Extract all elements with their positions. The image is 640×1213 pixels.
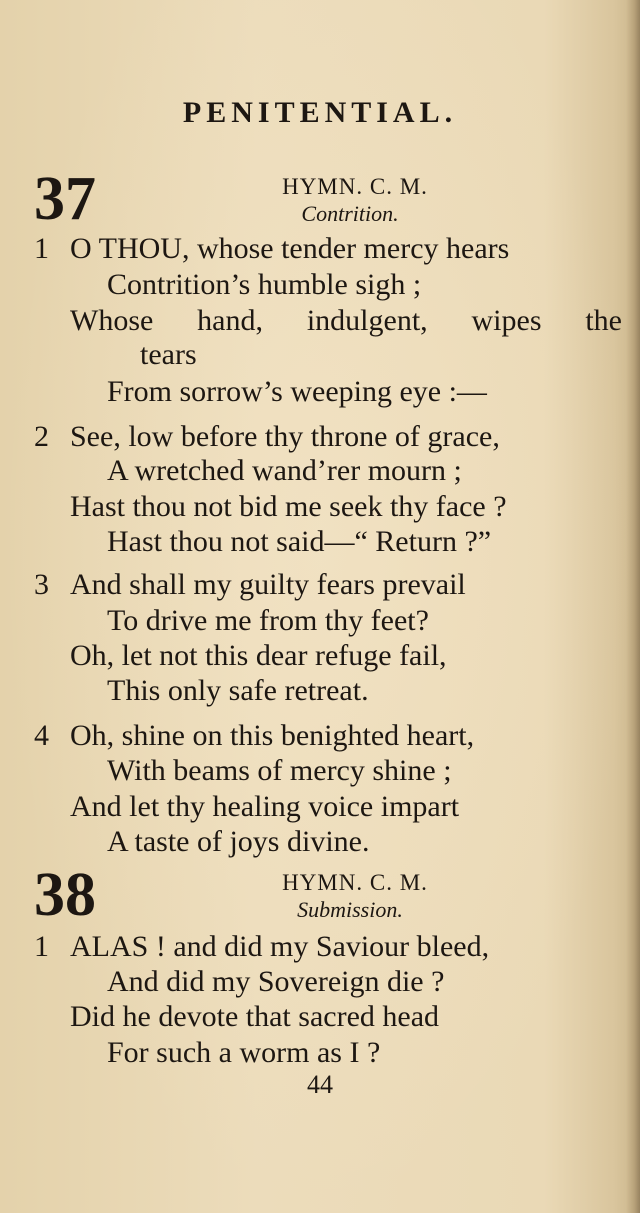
hymn-subject: Submission. bbox=[297, 897, 403, 922]
verse-number: 1 bbox=[34, 232, 49, 265]
verse-line: Hast thou not bid me seek thy face ? bbox=[70, 490, 507, 523]
hymn-meter: HYMN. C. M. bbox=[282, 870, 428, 895]
verse-word: wipes bbox=[471, 304, 542, 337]
hymn-subject: Contrition. bbox=[301, 201, 399, 226]
verse-line: Contrition’s humble sigh ; bbox=[107, 268, 422, 301]
verse-line: tears bbox=[140, 338, 197, 371]
verse-line: And shall my guilty fears prevail bbox=[70, 568, 466, 601]
verse-line: This only safe retreat. bbox=[107, 674, 369, 707]
verse-number: 3 bbox=[34, 568, 49, 601]
verse-word: hand, bbox=[197, 304, 263, 337]
hymn-meter: HYMN. C. M. bbox=[282, 174, 428, 199]
verse-line: Did he devote that sacred head bbox=[70, 1000, 440, 1033]
verse-line: To drive me from thy feet? bbox=[107, 604, 429, 637]
verse-line: With beams of mercy shine ; bbox=[107, 754, 452, 787]
hymn-number: 37 bbox=[34, 165, 96, 233]
page-number: 44 bbox=[307, 1070, 333, 1099]
verse-word: Whose bbox=[70, 304, 154, 337]
verse-line: Oh, let not this dear refuge fail, bbox=[70, 639, 447, 672]
verse-line: Hast thou not said—“ Return ?” bbox=[107, 525, 492, 558]
running-head: PENITENTIAL. bbox=[182, 96, 458, 129]
verse-line: ALAS ! and did my Saviour bleed, bbox=[70, 930, 490, 963]
verse-word: indulgent, bbox=[306, 304, 428, 337]
verse-line-justified bbox=[70, 306, 622, 336]
verse-line: See, low before thy throne of grace, bbox=[70, 420, 500, 453]
verse-line: And let thy healing voice impart bbox=[70, 790, 460, 823]
verse-line: A taste of joys divine. bbox=[107, 825, 370, 858]
verse-number: 1 bbox=[34, 930, 49, 963]
verse-line: And did my Sovereign die ? bbox=[107, 965, 445, 998]
verse-line: Oh, shine on this benighted heart, bbox=[70, 719, 475, 752]
verse-line: From sorrow’s weeping eye :— bbox=[107, 375, 487, 408]
verse-line: For such a worm as I ? bbox=[107, 1036, 381, 1069]
hymn-number: 38 bbox=[34, 861, 96, 929]
verse-number: 4 bbox=[34, 719, 49, 752]
verse-number: 2 bbox=[34, 420, 49, 453]
verse-line: A wretched wand’rer mourn ; bbox=[107, 454, 462, 487]
verse-word: the bbox=[585, 304, 622, 337]
verse-line: O THOU, whose tender mercy hears bbox=[70, 232, 510, 265]
